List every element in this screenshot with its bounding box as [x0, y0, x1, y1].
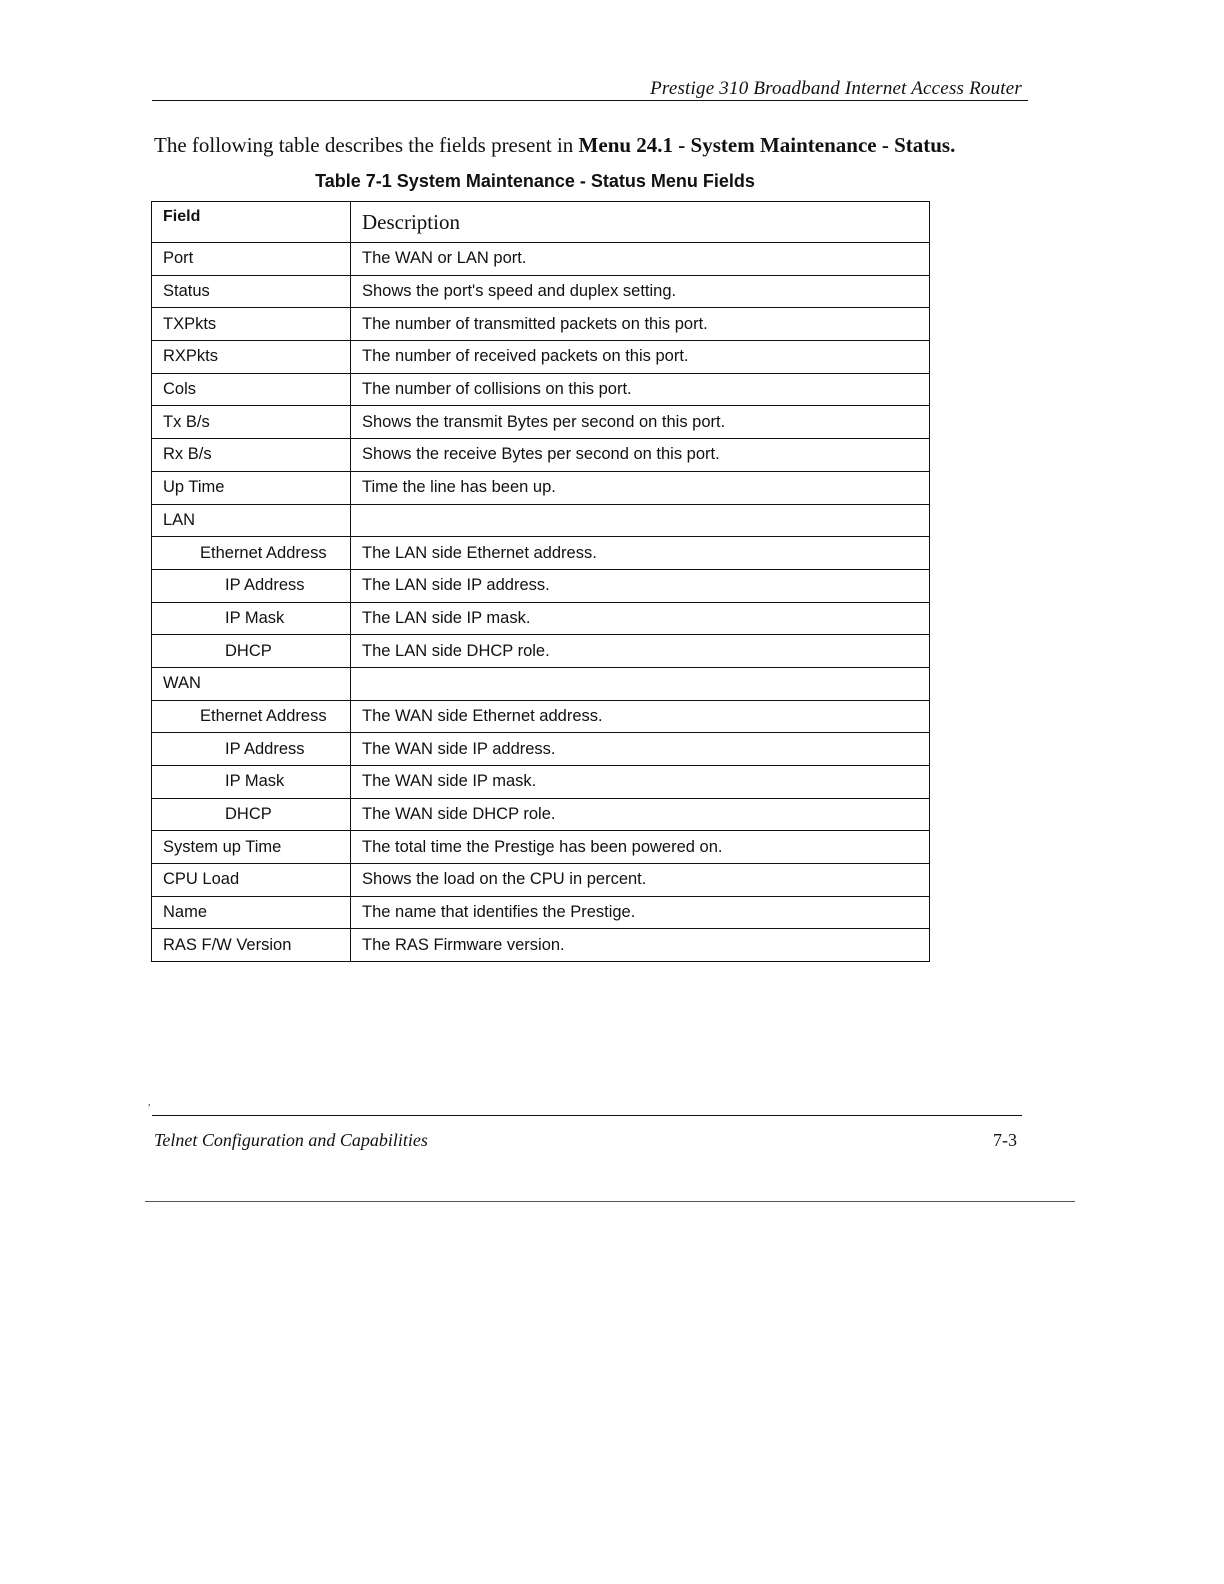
description-cell: The LAN side IP mask. [351, 602, 930, 635]
running-header-title: Prestige 310 Broadband Internet Access Router [650, 78, 1022, 99]
status-fields-table [151, 201, 930, 962]
table-row [152, 667, 930, 700]
table-row [152, 864, 930, 897]
field-cell: DHCP [152, 798, 351, 831]
table-row [152, 275, 930, 308]
table-row [152, 798, 930, 831]
running-header [152, 78, 1028, 101]
field-cell: LAN [152, 504, 351, 537]
footer-section-title: Telnet Configuration and Capabilities [154, 1130, 428, 1150]
description-cell: The number of received packets on this port. [351, 341, 930, 374]
description-cell: Shows the transmit Bytes per second on this port. [351, 406, 930, 439]
footer-page-number: 7-3 [993, 1130, 1017, 1150]
description-cell: The number of collisions on this port. [351, 373, 930, 406]
field-cell: Cols [152, 373, 351, 406]
intro-text: The following table describes the fields present in [154, 133, 579, 157]
field-cell: Up Time [152, 471, 351, 504]
field-cell: Rx B/s [152, 439, 351, 472]
table-row [152, 373, 930, 406]
field-cell: CPU Load [152, 864, 351, 897]
field-cell: DHCP [152, 635, 351, 668]
description-cell: The total time the Prestige has been powered on. [351, 831, 930, 864]
field-cell: RXPkts [152, 341, 351, 374]
field-cell: IP Address [152, 569, 351, 602]
description-cell: Shows the receive Bytes per second on this port. [351, 439, 930, 472]
field-cell: Tx B/s [152, 406, 351, 439]
table-row [152, 602, 930, 635]
description-cell: The WAN side IP address. [351, 733, 930, 766]
description-cell: The RAS Firmware version. [351, 929, 930, 962]
scan-edge-rule [145, 1201, 1075, 1202]
table-row [152, 243, 930, 276]
table-body [152, 243, 930, 962]
table-row [152, 766, 930, 799]
table-row [152, 635, 930, 668]
description-cell: Shows the port's speed and duplex setting. [351, 275, 930, 308]
description-cell: Shows the load on the CPU in percent. [351, 864, 930, 897]
description-cell: The number of transmitted packets on this port. [351, 308, 930, 341]
field-cell: IP Mask [152, 602, 351, 635]
description-cell: The WAN side IP mask. [351, 766, 930, 799]
description-cell: The WAN side DHCP role. [351, 798, 930, 831]
table-row [152, 308, 930, 341]
table-row [152, 569, 930, 602]
table-row [152, 504, 930, 537]
table-row [152, 929, 930, 962]
field-cell: IP Mask [152, 766, 351, 799]
column-header-field: Field [152, 202, 351, 243]
description-cell: The LAN side DHCP role. [351, 635, 930, 668]
field-cell: Ethernet Address [152, 537, 351, 570]
field-cell: Port [152, 243, 351, 276]
table-header-row [152, 202, 930, 243]
table-row [152, 341, 930, 374]
scan-mark: , [148, 1097, 151, 1108]
description-cell: Time the line has been up. [351, 471, 930, 504]
field-cell: Status [152, 275, 351, 308]
column-header-description: Description [351, 202, 930, 243]
description-cell [351, 667, 930, 700]
table-row [152, 439, 930, 472]
description-cell: The LAN side Ethernet address. [351, 537, 930, 570]
table-caption: Table 7-1 System Maintenance - Status Menu Fields [315, 171, 755, 191]
table-row [152, 733, 930, 766]
description-cell: The WAN or LAN port. [351, 243, 930, 276]
description-cell: The WAN side Ethernet address. [351, 700, 930, 733]
field-cell: WAN [152, 667, 351, 700]
table-row [152, 406, 930, 439]
table-row [152, 471, 930, 504]
table-row [152, 896, 930, 929]
intro-menu-reference: Menu 24.1 - System Maintenance - Status. [578, 133, 956, 157]
intro-paragraph [154, 133, 955, 158]
table-row [152, 831, 930, 864]
description-cell [351, 504, 930, 537]
field-cell: Name [152, 896, 351, 929]
field-cell: System up Time [152, 831, 351, 864]
field-cell: TXPkts [152, 308, 351, 341]
field-cell: IP Address [152, 733, 351, 766]
table-row [152, 700, 930, 733]
description-cell: The name that identifies the Prestige. [351, 896, 930, 929]
field-cell: Ethernet Address [152, 700, 351, 733]
description-cell: The LAN side IP address. [351, 569, 930, 602]
field-cell: RAS F/W Version [152, 929, 351, 962]
footer-rule [152, 1115, 1022, 1116]
table-row [152, 537, 930, 570]
